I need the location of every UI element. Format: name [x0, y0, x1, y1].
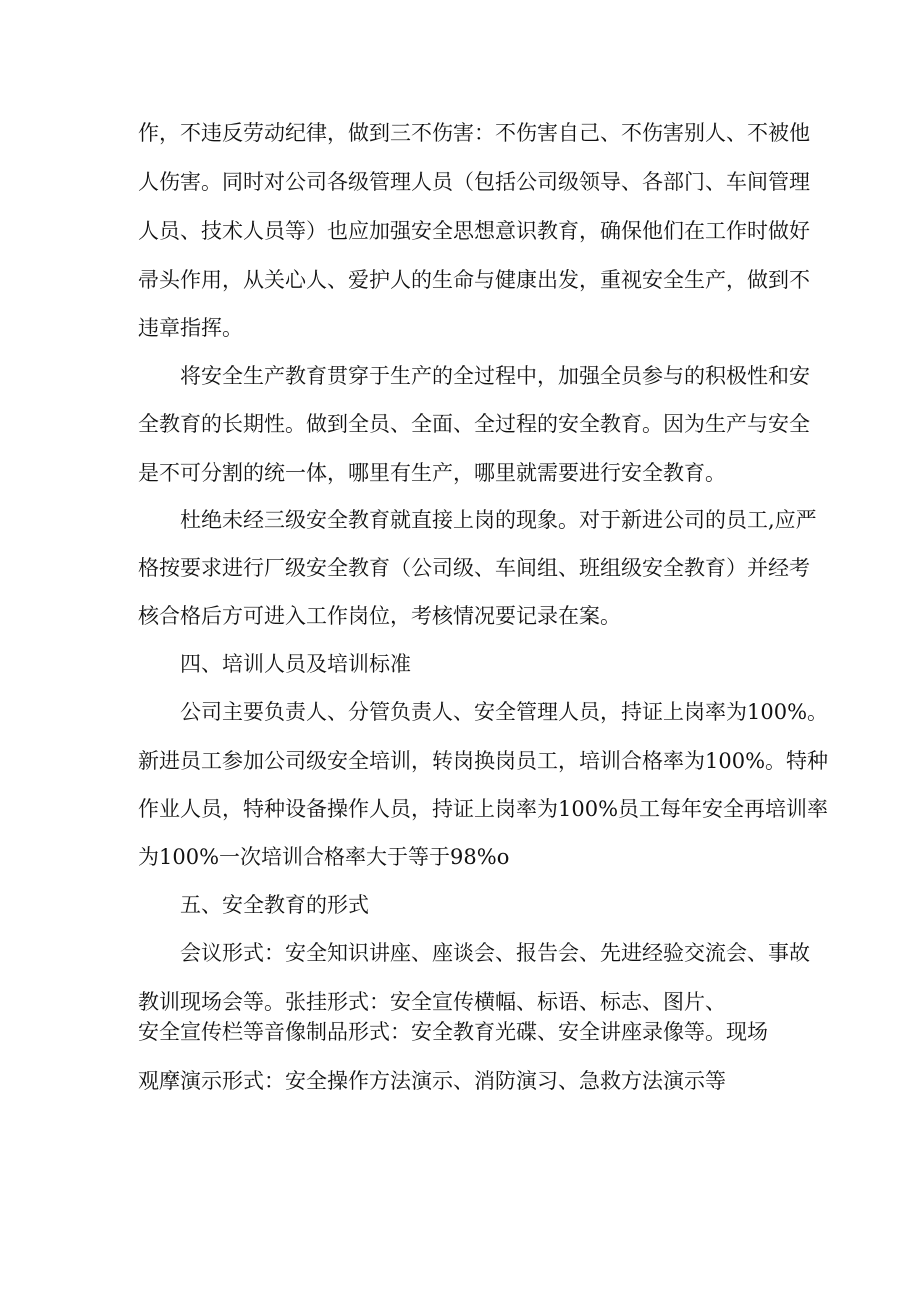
- paragraph-start-line: 会议形式：安全知识讲座、座谈会、报告会、先进经验交流会、事故: [180, 941, 810, 965]
- body-line: 人伤害。同时对公司各级管理人员（包括公司级领导、各部门、车间管理: [138, 170, 810, 194]
- body-line: 全教育的长期性。做到全员、全面、全过程的安全教育。因为生产与安全: [138, 412, 810, 436]
- body-line: 安全宣传栏等音像制品形式：安全教育光碟、安全讲座录像等。现场: [138, 1020, 768, 1044]
- body-line: 作，不违反劳动纪律，做到三不伤害：不伤害自己、不伤害别人、不被他: [138, 121, 810, 145]
- body-line: 帚头作用，从关心人、爱护人的生命与健康出发，重视安全生产，做到不: [138, 268, 810, 292]
- body-line: 格按要求进行厂级安全教育（公司级、车间组、班组级安全教育）并经考: [138, 556, 810, 580]
- paragraph-start-line: 杜绝未经三级安全教育就直接上岗的现象。对于新进公司的员工,应严: [180, 508, 817, 532]
- section-heading: 四、培训人员及培训标准: [180, 652, 411, 676]
- body-line: 观摩演示形式：安全操作方法演示、消防演习、急救方法演示等: [138, 1069, 726, 1093]
- body-line: 人员、技术人员等）也应加强安全思想意识教育，确保他们在工作时做好: [138, 219, 810, 243]
- body-line: 新进员工参加公司级安全培训，转岗换岗员工，培训合格率为100%。特种: [138, 749, 829, 773]
- section-heading: 五、安全教育的形式: [180, 893, 369, 917]
- body-line: 违章指挥。: [138, 316, 243, 340]
- body-line: 教训现场会等。张挂形式：安全宣传横幅、标语、标志、图片、: [138, 990, 726, 1014]
- paragraph-start-line: 将安全生产教育贯穿于生产的全过程中，加强全员参与的积极性和安: [180, 364, 810, 388]
- body-line: 是不可分割的统一体，哪里有生产，哪里就需要进行安全教育。: [138, 461, 726, 485]
- body-line: 为100%一次培训合格率大于等于98%o: [138, 845, 510, 869]
- body-line: 作业人员，特种设备操作人员，持证上岗率为100%员工每年安全再培训率: [138, 797, 829, 821]
- body-line: 核合格后方可进入工作岗位，考核情况要记录在案。: [138, 604, 621, 628]
- paragraph-start-line: 公司主要负责人、分管负责人、安全管理人员，持证上岗率为100%。: [180, 700, 829, 724]
